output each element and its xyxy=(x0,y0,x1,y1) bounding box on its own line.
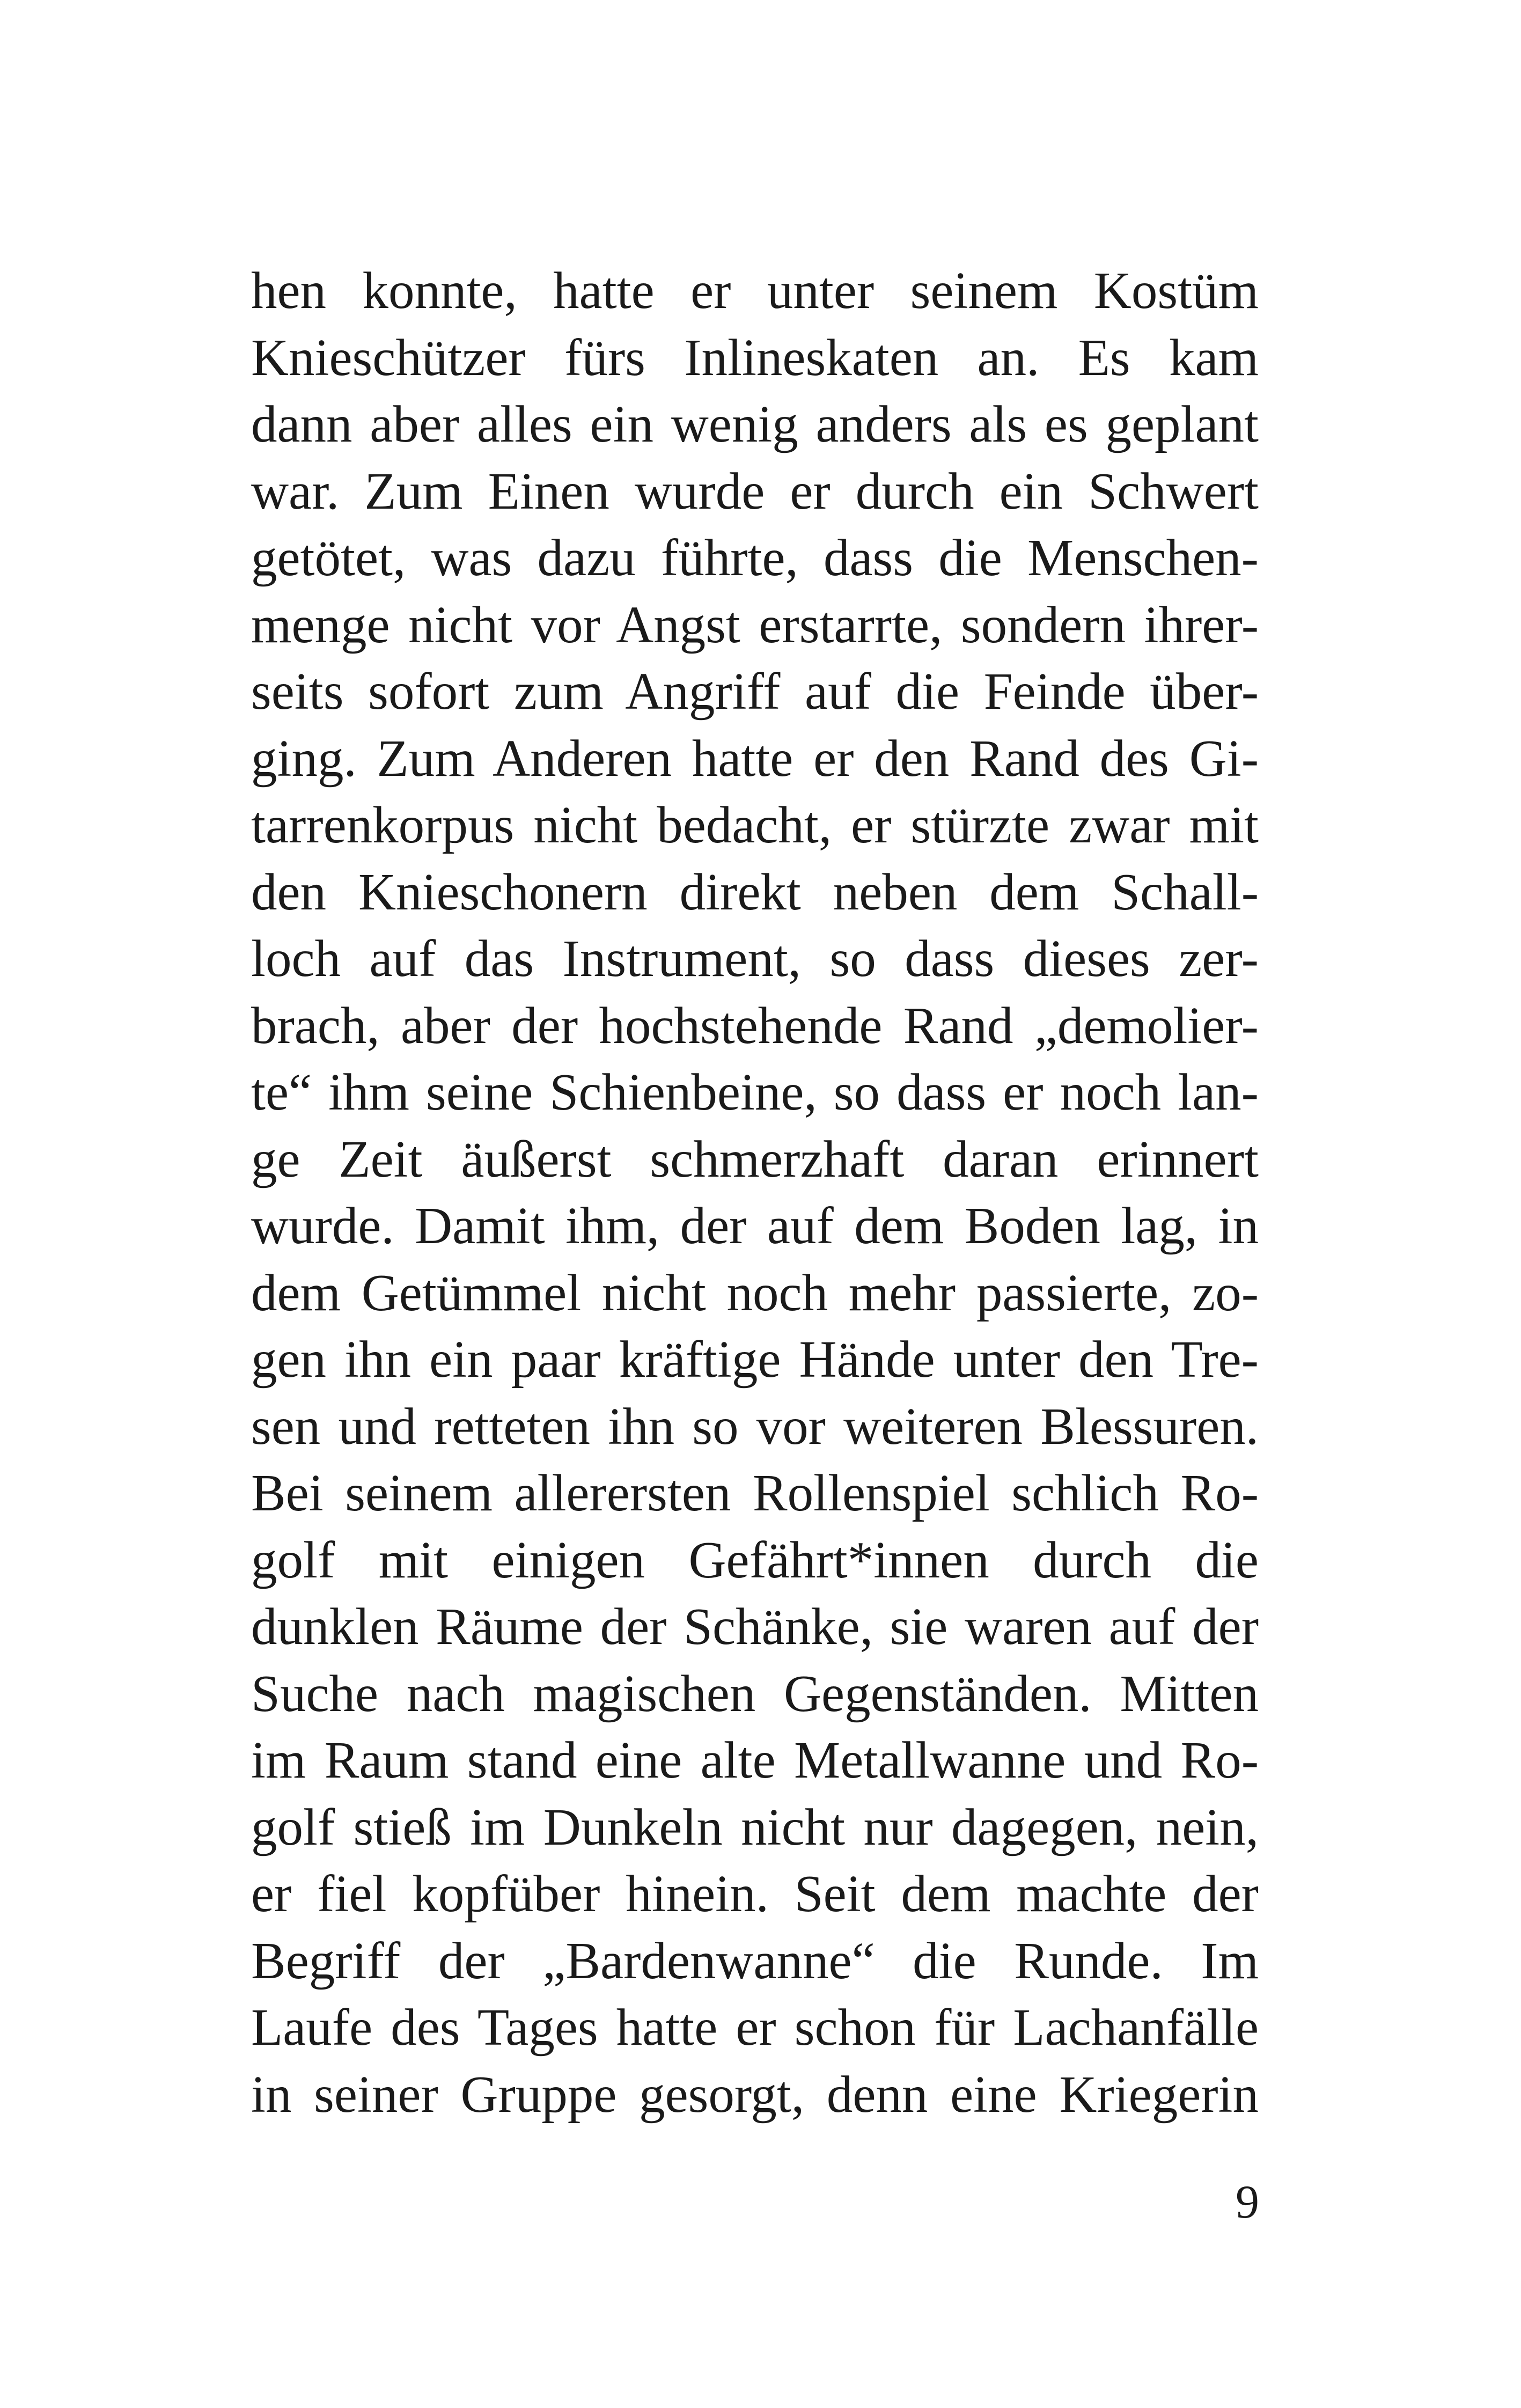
text-line: golf stieß im Dunkeln nicht nur dagegen, nein, xyxy=(251,1798,1259,1856)
text-line: dem Getümmel nicht noch mehr passierte, zo- xyxy=(251,1264,1259,1322)
text-line: dunklen Räume der Schänke, sie waren auf der xyxy=(251,1598,1259,1655)
text-line: Laufe des Tages hatte er schon für Lachanfälle xyxy=(251,1999,1259,2056)
text-line: te“ ihm seine Schienbeine, so dass er noch lan- xyxy=(251,1063,1259,1121)
text-line: getötet, was dazu führte, dass die Menschen- xyxy=(251,529,1259,586)
text-line: er fiel kopfüber hinein. Seit dem machte der xyxy=(251,1865,1259,1922)
text-line: Bei seinem allerersten Rollenspiel schlich Ro- xyxy=(251,1464,1259,1522)
text-line: loch auf das Instrument, so dass dieses zer- xyxy=(251,930,1259,987)
text-line: hen konnte, hatte er unter seinem Kostüm xyxy=(251,262,1259,319)
text-line: brach, aber der hochstehende Rand „demolier- xyxy=(251,996,1259,1054)
text-line: in seiner Gruppe gesorgt, denn eine Kriegerin xyxy=(251,2065,1259,2123)
text-line: gen ihn ein paar kräftige Hände unter den Tre- xyxy=(251,1331,1259,1388)
text-line: seits sofort zum Angriff auf die Feinde über- xyxy=(251,663,1259,720)
body-text xyxy=(251,258,1259,2128)
text-line: golf mit einigen Gefährt*innen durch die xyxy=(251,1531,1259,1589)
text-line: menge nicht vor Angst erstarrte, sondern ihrer- xyxy=(251,596,1259,654)
text-line: Knieschützer fürs Inlineskaten an. Es kam xyxy=(251,328,1259,386)
text-line: dann aber alles ein wenig anders als es geplant xyxy=(251,395,1259,453)
text-line: wurde. Damit ihm, der auf dem Boden lag, in xyxy=(251,1197,1259,1254)
page-number: 9 xyxy=(1236,2176,1259,2228)
text-line: den Knieschonern direkt neben dem Schall- xyxy=(251,863,1259,921)
text-line: ging. Zum Anderen hatte er den Rand des Gi- xyxy=(251,729,1259,787)
text-line: war. Zum Einen wurde er durch ein Schwert xyxy=(251,462,1259,520)
text-line: Begriff der „Bardenwanne“ die Runde. Im xyxy=(251,1932,1259,1989)
text-line: Suche nach magischen Gegenständen. Mitten xyxy=(251,1664,1259,1722)
text-line: im Raum stand eine alte Metallwanne und Ro- xyxy=(251,1731,1259,1789)
text-line: tarrenkorpus nicht bedacht, er stürzte zwar mit xyxy=(251,796,1259,854)
text-line: sen und retteten ihn so vor weiteren Blessuren. xyxy=(251,1397,1259,1455)
text-line: ge Zeit äußerst schmerzhaft daran erinnert xyxy=(251,1130,1259,1188)
